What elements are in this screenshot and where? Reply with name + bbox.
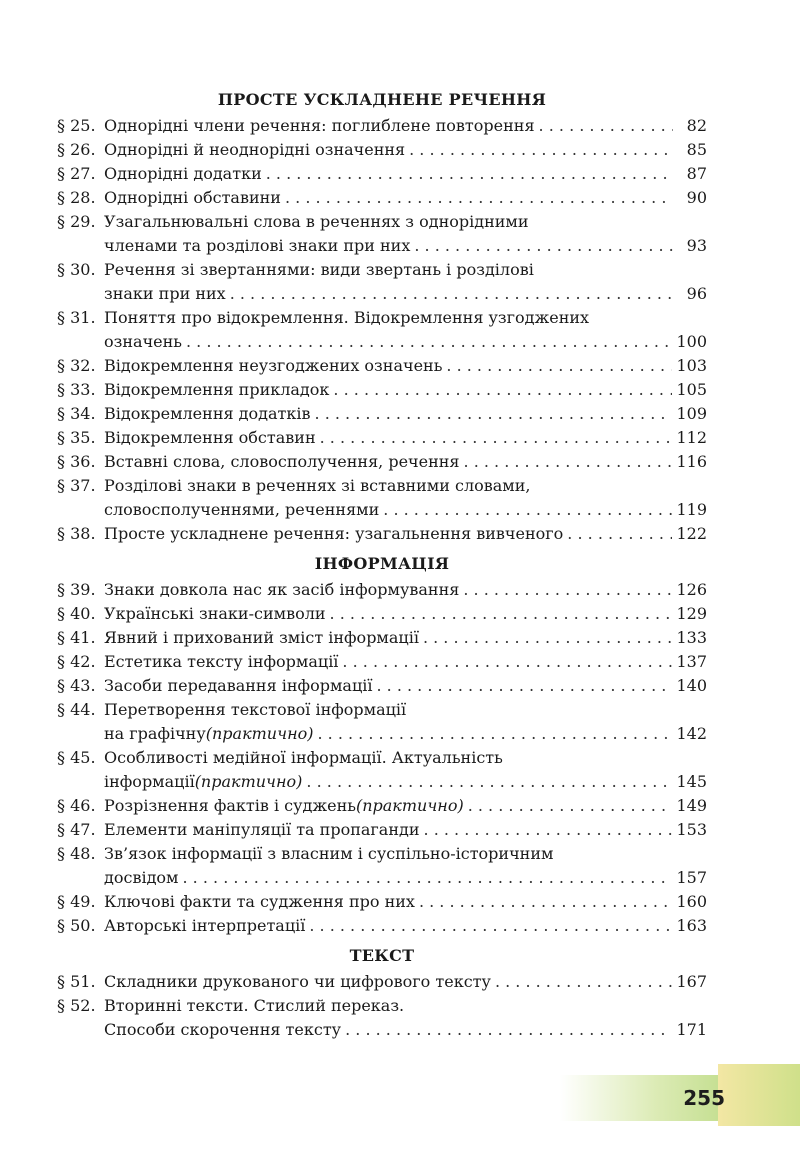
entry-title: Вторинні тексти. Стислий переказ. xyxy=(104,996,405,1015)
entry-line xyxy=(104,498,707,522)
entry-page-number: 157 xyxy=(676,868,707,887)
toc-entry[interactable] xyxy=(57,402,707,426)
entry-line xyxy=(104,914,707,938)
entry-page-number: 140 xyxy=(676,676,707,695)
entry-line xyxy=(104,650,707,674)
toc-entry[interactable] xyxy=(57,522,707,546)
entry-page-number: 85 xyxy=(686,140,707,159)
entry-page-number: 149 xyxy=(676,796,707,815)
entry-line xyxy=(104,994,707,1018)
entry-page-number: 167 xyxy=(676,972,707,991)
paragraph-number: § 47. xyxy=(57,820,96,839)
section-title: ІНФОРМАЦІЯ xyxy=(314,554,450,573)
entry-line xyxy=(104,162,707,186)
entry-line xyxy=(104,210,707,234)
entry-title: словосполученнями, реченнями xyxy=(104,500,380,519)
dot-leader xyxy=(333,378,672,402)
entry-page-number: 109 xyxy=(676,404,707,423)
paragraph-number: § 40. xyxy=(57,604,96,623)
entry-page-number: 163 xyxy=(676,916,707,935)
toc-entry[interactable] xyxy=(57,914,707,938)
entry-page-number: 82 xyxy=(686,116,707,135)
entry-page-number: 112 xyxy=(676,428,707,447)
dot-leader xyxy=(345,1018,672,1042)
section-title: ПРОСТЕ УСКЛАДНЕНЕ РЕЧЕННЯ xyxy=(217,90,547,109)
entry-title: означень xyxy=(104,332,182,351)
entry-line xyxy=(104,602,707,626)
entry-title: Однорідні й неоднорідні означення xyxy=(104,140,406,159)
toc-entry[interactable] xyxy=(57,818,707,842)
entry-title: Однорідні додатки xyxy=(104,164,262,183)
entry-title: Відокремлення додатків xyxy=(104,404,311,423)
toc-entry[interactable] xyxy=(57,378,707,402)
entry-page-number: 171 xyxy=(676,1020,707,1039)
entry-title: знаки при них xyxy=(104,284,226,303)
toc-entry[interactable] xyxy=(57,354,707,378)
entry-line xyxy=(104,402,707,426)
toc-entry[interactable] xyxy=(57,890,707,914)
toc-entry[interactable] xyxy=(57,306,707,354)
page-number: 255 xyxy=(683,1086,725,1110)
entry-page-number: 105 xyxy=(676,380,707,399)
toc-entry[interactable] xyxy=(57,994,707,1042)
paragraph-number: § 52. xyxy=(57,996,96,1015)
entry-line xyxy=(104,450,707,474)
dot-leader xyxy=(330,602,673,626)
dot-leader xyxy=(266,162,673,186)
entry-line xyxy=(104,426,707,450)
paragraph-number: § 34. xyxy=(57,404,96,423)
entry-title: Естетика тексту інформації xyxy=(104,652,339,671)
entry-line xyxy=(104,722,707,746)
dot-leader xyxy=(183,866,673,890)
toc-entry[interactable] xyxy=(57,578,707,602)
paragraph-number: § 41. xyxy=(57,628,96,647)
paragraph-number: § 35. xyxy=(57,428,96,447)
toc-entry[interactable] xyxy=(57,450,707,474)
entry-line xyxy=(104,890,707,914)
dot-leader xyxy=(285,186,673,210)
entry-title: Засоби передавання інформації xyxy=(104,676,373,695)
toc-entry[interactable] xyxy=(57,674,707,698)
entry-title: Особливості медійної інформації. Актуальність xyxy=(104,748,503,767)
entry-title: Поняття про відокремлення. Відокремлення узгоджених xyxy=(104,308,590,327)
entry-page-number: 96 xyxy=(686,284,707,303)
toc-entry[interactable] xyxy=(57,162,707,186)
entry-line xyxy=(104,114,707,138)
entry-note: (практично) xyxy=(205,724,314,743)
dot-leader xyxy=(309,914,672,938)
dot-leader xyxy=(567,522,672,546)
paragraph-number: § 37. xyxy=(57,476,96,495)
entry-page-number: 137 xyxy=(676,652,707,671)
toc-entry[interactable] xyxy=(57,114,707,138)
entry-title: членами та розділові знаки при них xyxy=(104,236,411,255)
entry-note: (практично) xyxy=(194,772,303,791)
page-edge-tab xyxy=(718,1064,800,1126)
entry-title: Елементи маніпуляції та пропаганди xyxy=(104,820,420,839)
entry-line xyxy=(104,354,707,378)
entry-page-number: 160 xyxy=(676,892,707,911)
entry-page-number: 153 xyxy=(676,820,707,839)
paragraph-number: § 26. xyxy=(57,140,96,159)
section-title: ТЕКСТ xyxy=(349,946,415,965)
entry-line xyxy=(104,674,707,698)
dot-leader xyxy=(376,674,672,698)
toc-entry[interactable] xyxy=(57,650,707,674)
entry-line xyxy=(104,378,707,402)
paragraph-number: § 33. xyxy=(57,380,96,399)
entry-line xyxy=(104,1018,707,1042)
entry-page-number: 129 xyxy=(676,604,707,623)
dot-leader xyxy=(315,402,673,426)
dot-leader xyxy=(383,498,672,522)
toc-entry[interactable] xyxy=(57,970,707,994)
paragraph-number: § 31. xyxy=(57,308,96,327)
paragraph-number: § 27. xyxy=(57,164,96,183)
paragraph-number: § 28. xyxy=(57,188,96,207)
entry-title: Розділові знаки в реченнях зі вставними словами, xyxy=(104,476,531,495)
paragraph-number: § 42. xyxy=(57,652,96,671)
dot-leader xyxy=(495,970,673,994)
entry-line xyxy=(104,578,707,602)
entry-line xyxy=(104,746,707,770)
dot-leader xyxy=(468,794,673,818)
entry-title: Зв’язок інформації з власним і суспільно-історичним xyxy=(104,844,554,863)
entry-page-number: 116 xyxy=(676,452,707,471)
entry-title: Українські знаки-символи xyxy=(104,604,326,623)
entry-title: Складники друкованого чи цифрового тексту xyxy=(104,972,491,991)
paragraph-number: § 51. xyxy=(57,972,96,991)
dot-leader xyxy=(446,354,672,378)
dot-leader xyxy=(464,450,673,474)
entry-line xyxy=(104,186,707,210)
paragraph-number: § 38. xyxy=(57,524,96,543)
entry-line xyxy=(104,626,707,650)
toc-entry[interactable] xyxy=(57,746,707,794)
entry-title: Знаки довкола нас як засіб інформування xyxy=(104,580,460,599)
entry-line xyxy=(104,522,707,546)
toc-entry[interactable] xyxy=(57,258,707,306)
entry-page-number: 103 xyxy=(676,356,707,375)
paragraph-number: § 50. xyxy=(57,916,96,935)
entry-title: Однорідні члени речення: поглиблене повторення xyxy=(104,116,535,135)
entry-line xyxy=(104,474,707,498)
entry-title: Відокремлення прикладок xyxy=(104,380,330,399)
entry-title: Перетворення текстової інформації xyxy=(104,700,407,719)
entry-title: Відокремлення неузгоджених означень xyxy=(104,356,443,375)
paragraph-number: § 32. xyxy=(57,356,96,375)
dot-leader xyxy=(186,330,672,354)
entry-title: Явний і прихований зміст інформації xyxy=(104,628,419,647)
entry-title: на графічну xyxy=(104,724,206,743)
dot-leader xyxy=(419,890,673,914)
paragraph-number: § 45. xyxy=(57,748,96,767)
entry-title: Просте ускладнене речення: узагальнення вивченого xyxy=(104,524,564,543)
entry-title: досвідом xyxy=(104,868,179,887)
entry-page-number: 119 xyxy=(676,500,707,519)
dot-leader xyxy=(409,138,673,162)
entry-title: Авторські інтерпретації xyxy=(104,916,306,935)
entry-line xyxy=(104,138,707,162)
dot-leader xyxy=(423,626,673,650)
toc-entry[interactable] xyxy=(57,698,707,746)
entry-title: Однорідні обставини xyxy=(104,188,281,207)
entry-line xyxy=(104,258,707,282)
toc-entry[interactable] xyxy=(57,474,707,522)
toc-entry[interactable] xyxy=(57,186,707,210)
entry-note: (практично) xyxy=(355,796,464,815)
entry-title: Вставні слова, словосполучення, речення xyxy=(104,452,460,471)
toc-entry[interactable] xyxy=(57,626,707,650)
entry-page-number: 90 xyxy=(686,188,707,207)
entry-title: Речення зі звертаннями: види звертань і розділові xyxy=(104,260,534,279)
dot-leader xyxy=(424,818,673,842)
paragraph-number: § 25. xyxy=(57,116,96,135)
dot-leader xyxy=(306,770,672,794)
entry-page-number: 93 xyxy=(686,236,707,255)
dot-leader xyxy=(317,722,672,746)
entry-title: Відокремлення обставин xyxy=(104,428,316,447)
entry-page-number: 87 xyxy=(686,164,707,183)
entry-line xyxy=(104,306,707,330)
dot-leader xyxy=(230,282,673,306)
toc-entry[interactable] xyxy=(57,602,707,626)
paragraph-number: § 29. xyxy=(57,212,96,231)
entry-line xyxy=(104,698,707,722)
paragraph-number: § 44. xyxy=(57,700,96,719)
paragraph-number: § 30. xyxy=(57,260,96,279)
paragraph-number: § 46. xyxy=(57,796,96,815)
paragraph-number: § 48. xyxy=(57,844,96,863)
toc-entry[interactable] xyxy=(57,842,707,890)
toc-entry[interactable] xyxy=(57,138,707,162)
entry-line xyxy=(104,842,707,866)
paragraph-number: § 43. xyxy=(57,676,96,695)
entry-page-number: 122 xyxy=(676,524,707,543)
toc-entry[interactable] xyxy=(57,210,707,258)
entry-page-number: 142 xyxy=(676,724,707,743)
entry-title: Розрізнення фактів і суджень xyxy=(104,796,356,815)
dot-leader xyxy=(463,578,672,602)
entry-line xyxy=(104,770,707,794)
paragraph-number: § 39. xyxy=(57,580,96,599)
entry-line xyxy=(104,282,707,306)
entry-page-number: 126 xyxy=(676,580,707,599)
table-of-contents xyxy=(57,86,707,1042)
entry-page-number: 100 xyxy=(676,332,707,351)
toc-entry[interactable] xyxy=(57,426,707,450)
entry-title: інформації xyxy=(104,772,195,791)
entry-page-number: 133 xyxy=(676,628,707,647)
entry-title: Узагальнювальні слова в реченнях з однорідними xyxy=(104,212,529,231)
paragraph-number: § 49. xyxy=(57,892,96,911)
entry-line xyxy=(104,866,707,890)
entry-line xyxy=(104,234,707,258)
entry-line xyxy=(104,818,707,842)
dot-leader xyxy=(539,114,673,138)
toc-entry[interactable] xyxy=(57,794,707,818)
dot-leader xyxy=(342,650,672,674)
dot-leader xyxy=(414,234,673,258)
entry-title: Ключові факти та судження про них xyxy=(104,892,415,911)
dot-leader xyxy=(320,426,673,450)
entry-line xyxy=(104,330,707,354)
entry-title: Способи скорочення тексту xyxy=(104,1020,342,1039)
entry-line xyxy=(104,970,707,994)
entry-page-number: 145 xyxy=(676,772,707,791)
entry-line xyxy=(104,794,707,818)
paragraph-number: § 36. xyxy=(57,452,96,471)
